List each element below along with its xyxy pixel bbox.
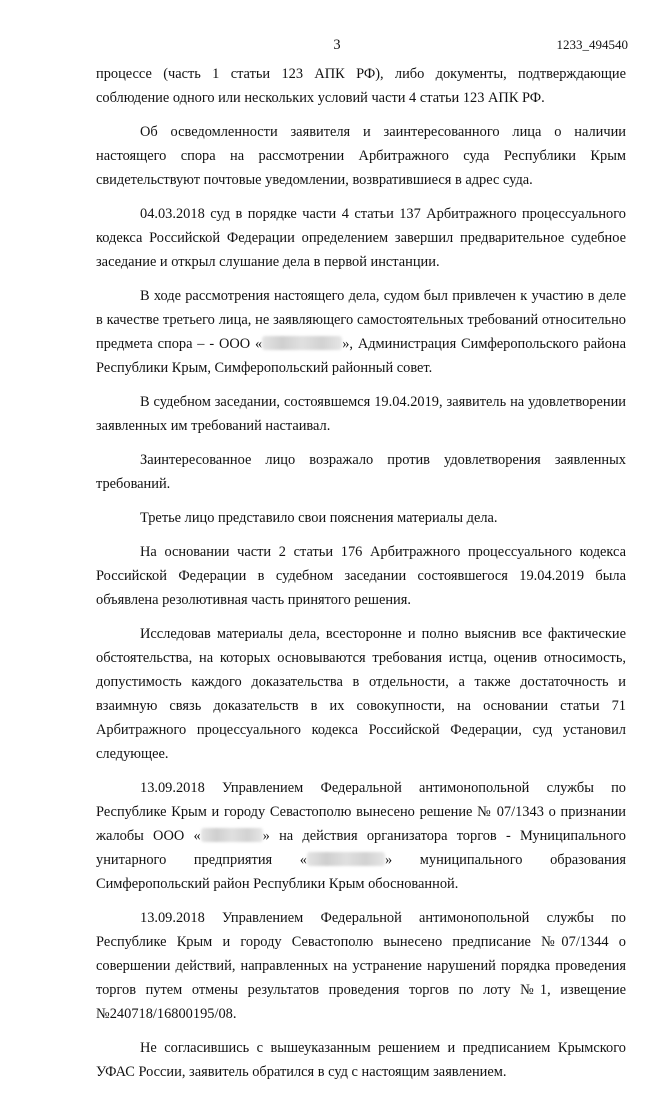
paragraph: На основании части 2 статьи 176 Арбитражного процессуального кодекса Российской Федерации в судебном заседании состоявшегося 19.04.2019 была объявлена резолютивная часть принятого решения.: [96, 544, 626, 608]
paragraph: В судебном заседании, состоявшемся 19.04.2019, заявитель на удовлетворении заявленных им требований настаивал.: [96, 394, 626, 434]
paragraph-text: » муниципального образования Симферопольский район Республики Крым обоснованной.: [96, 852, 626, 892]
redacted-name: [307, 852, 385, 866]
paragraph: 04.03.2018 суд в порядке части 4 статьи 137 Арбитражного процессуального кодекса Российской Федерации определением завершил предварительное судебное заседание и открыл слушание дела в первой инстанции.: [96, 206, 626, 270]
paragraph: Об осведомленности заявителя и заинтересованного лица о наличии настоящего спора на рассмотрении Арбитражного суда Республики Крым свидетельствуют почтовые уведомлении, возвратившиеся в адрес суда.: [96, 124, 626, 188]
document-body: [96, 62, 626, 1094]
paragraph-text: В ходе рассмотрения настоящего дела, судом был привлечен к участию в деле в качестве третьего лица, не заявляющего самостоятельных требований относительно предмета спора – - ООО «: [96, 288, 626, 352]
paragraph: Исследовав материалы дела, всесторонне и полно выяснив все фактические обстоятельства, на которых основываются требования истца, оценив относимость, допустимость каждого доказательства в отдельности, а также достаточность и взаимную связь доказательств в их совокупности, на основании статьи 71 Арбитражного процессуального кодекса Российской Федерации, суд установил следующее.: [96, 626, 626, 762]
paragraph: [96, 284, 626, 380]
paragraph-text: » на действия организатора торгов - Муниципального унитарного предприятия «: [96, 828, 626, 868]
page-number: 3: [333, 37, 341, 53]
paragraph: Не согласившись с вышеуказанным решением и предписанием Крымского УФАС России, заявитель обратился в суд с настоящим заявлением.: [96, 1040, 626, 1080]
paragraph: Третье лицо представило свои пояснения материалы дела.: [140, 510, 498, 526]
case-id: 1233_494540: [556, 37, 628, 52]
paragraph: [96, 776, 626, 896]
paragraph: Заинтересованное лицо возражало против удовлетворения заявленных требований.: [96, 452, 626, 492]
paragraph: процессе (часть 1 статьи 123 АПК РФ), либо документы, подтверждающие соблюдение одного или нескольких условий части 4 статьи 123 АПК РФ.: [96, 66, 626, 106]
redacted-name: [262, 336, 342, 350]
paragraph-text: », Администрация Симферопольского района Республики Крым, Симферопольский районный совет.: [96, 336, 626, 376]
paragraph: 13.09.2018 Управлением Федеральной антимонопольной службы по Республике Крым и городу Севастополю вынесено предписание №07/1344 о совершении действий, направленных на устранение нарушений порядка проведения торгов путем отмены результатов проведения торгов по лоту №1, извещение №240718/16800195/08.: [96, 910, 626, 1022]
redacted-name: [201, 828, 263, 842]
paragraph-text: 13.09.2018 Управлением Федеральной антимонопольной службы по Республике Крым и городу Севастополю вынесено решение № 07/1343 о признании жалобы ООО «: [96, 780, 626, 844]
